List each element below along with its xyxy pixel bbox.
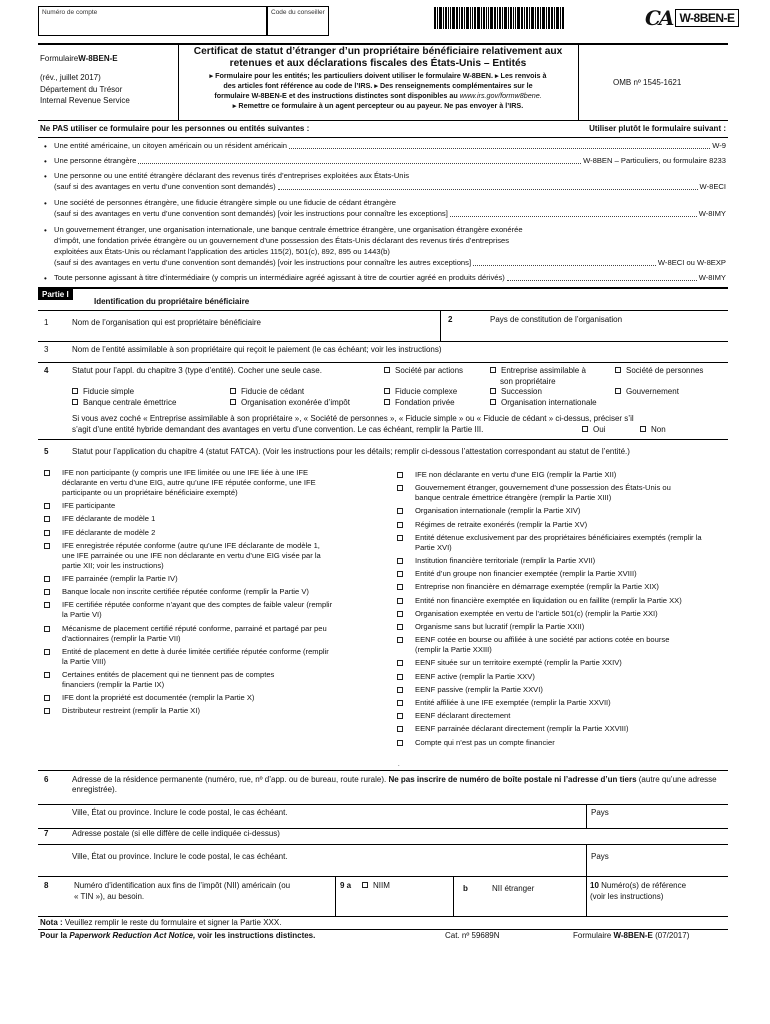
left-option-label: IFE déclarante de modèle 2 <box>62 527 156 537</box>
opt-hybrid-no-label: Non <box>651 425 666 434</box>
opt-central-bank[interactable] <box>72 398 176 408</box>
intro-item-1-text: Une entité américaine, un citoyen américain ou un résident américain <box>54 141 287 150</box>
department: Département du Trésor <box>40 85 123 94</box>
form-reference-c: (07/2017) <box>655 931 690 940</box>
checkbox[interactable] <box>397 558 403 564</box>
opt-complex-trust-label: Fiducie complexe <box>395 387 458 396</box>
footer-note-text: Veuillez remplir le reste du formulaire et signer la Partie XXX. <box>64 918 282 927</box>
account-number-field[interactable] <box>38 6 267 36</box>
line-6-city-label: Ville, État ou province. Inclure le code postal, le cas échéant. <box>72 808 288 817</box>
right-option-label: Entité affiliée à une IFE exemptée (remplir la Partie XXVII) <box>415 698 611 707</box>
opt-central-bank-label: Banque centrale émettrice <box>83 398 177 407</box>
left-option-label: participante ou un propriétaire bénéficiaire exempté) <box>62 488 238 497</box>
left-option-label: Entité de placement en dette à durée limitée certifiée réputée conforme (remplir <box>62 646 329 656</box>
left-option-label: IFE non participante (y compris une IFE limitée ou une IFE liée à une IFE <box>62 468 309 477</box>
intro-item-4-text2: (sauf si des avantages en vertu d’une convention sont demandés) [voir les instructions pour connaître les exceptions] <box>54 209 448 218</box>
checkbox[interactable] <box>397 571 403 577</box>
checkbox[interactable] <box>44 543 50 549</box>
catalog-number: Cat. nº 59689N <box>445 931 500 940</box>
left-option-label: Distributeur restreint (remplir la Partie XI) <box>62 706 200 716</box>
line-9b-number: b <box>463 884 468 893</box>
right-option-label: EENF déclarant directement <box>415 711 511 721</box>
right-option-label: EENF active (remplir la Partie XXV) <box>415 671 535 681</box>
checkbox[interactable] <box>384 367 390 373</box>
left-option-label: Certaines entités de placement qui ne tiennent pas de comptes <box>62 670 275 679</box>
checkbox[interactable] <box>44 470 50 476</box>
us-tin-input[interactable] <box>40 903 333 915</box>
paperwork-notice-c: voir les instructions distinctes. <box>197 931 316 940</box>
checkbox[interactable] <box>362 882 368 888</box>
intro-item-2 <box>54 156 726 166</box>
opt-simple-trust-label: Fiducie simple <box>83 387 135 396</box>
line-7-label: Adresse postale (si elle diffère de celle indiquée ci-dessus) <box>72 829 280 838</box>
opt-grantor-trust-label: Fiducie de cédant <box>241 387 305 396</box>
ca-logo <box>645 6 739 30</box>
intro-item-6-text: Toute personne agissant à titre d’intermédiaire (y compris un intermédiaire agréé agissant à titre de courtier agréé en produits dérivés) <box>54 273 505 282</box>
intro-item-2-text: Une personne étrangère <box>54 156 137 165</box>
reference-number-input[interactable] <box>588 903 726 915</box>
left-option-label: une IFE parrainée ou une IFE non déclarante en vertu d’une EIG visée par la <box>62 550 321 560</box>
right-option-label: Entité détenue exclusivement par des propriétaires bénéficiaires exemptés (remplir la <box>415 532 702 542</box>
intro-item-6-form: W-8IMY <box>698 273 726 282</box>
right-option-label: Entreprise non financière en démarrage exemptée (remplir la Partie XIX) <box>415 582 659 592</box>
line-10-number: 10 <box>590 881 599 890</box>
left-option-label: Banque locale non inscrite certifiée réputée conforme (remplir la Partie V) <box>62 587 309 597</box>
instruction-line-3: formulaire W-8BEN-E et des instructions distinctes sont disponibles au <box>214 91 458 100</box>
opt-government[interactable] <box>615 387 679 397</box>
intro-item-6 <box>54 273 726 283</box>
opt-private-foundation[interactable] <box>384 398 455 408</box>
opt-tax-exempt-org[interactable] <box>230 398 350 408</box>
line-5-number: 5 <box>44 447 49 456</box>
line-1-number: 1 <box>44 318 49 327</box>
left-option-label: IFE déclarante de modèle 1 <box>62 514 156 524</box>
checkbox[interactable] <box>490 367 496 373</box>
advisor-code-field[interactable] <box>267 6 329 36</box>
checkbox[interactable] <box>397 508 403 514</box>
form-reference-a: Formulaire <box>573 931 612 940</box>
intro-item-3-text2: (sauf si des avantages en vertu d’une convention sont demandés) <box>54 182 276 191</box>
left-option-label: IFE certifiée réputée conforme n’ayant que des comptes de faible valeur (remplir <box>62 600 333 610</box>
checkbox[interactable] <box>397 611 403 617</box>
opt-government-label: Gouvernement <box>626 387 679 396</box>
checkbox[interactable] <box>397 687 403 693</box>
intro-item-5-text2: d’impôt, une fondation privée étrangère ou un gouvernement d’une possession des États-Unis déclarant des revenus tirés d’entreprises <box>54 236 510 245</box>
checkbox[interactable] <box>44 503 50 509</box>
country-of-incorporation-input[interactable] <box>442 311 726 341</box>
line-5-label: Statut pour l’application du chapitre 4 (statut FATCA). (Voir les instructions pour les détails; remplir ci-dessous l’attestation correspondant au statut de l’entité.) <box>72 447 630 456</box>
checkbox[interactable] <box>230 388 236 394</box>
checkbox[interactable] <box>44 602 50 608</box>
opt-disregarded-entity[interactable] <box>490 366 586 376</box>
part-1-title: Identification du propriétaire bénéficiaire <box>94 297 250 306</box>
right-option-label: Organisation internationale (remplir la Partie XIV) <box>415 506 581 516</box>
paperwork-notice-b: Paperwork Reduction Act Notice, <box>69 931 196 940</box>
right-option-label: EENF parrainée déclarant directement (remplir la Partie XXVIII) <box>415 724 629 734</box>
checkbox[interactable] <box>490 399 496 405</box>
checkbox[interactable] <box>44 530 50 536</box>
right-option-label: Partie XVI) <box>415 542 452 552</box>
checkbox[interactable] <box>615 388 621 394</box>
checkbox[interactable] <box>397 674 403 680</box>
opt-partnership[interactable] <box>615 366 703 376</box>
mailing-country-input[interactable] <box>588 845 726 875</box>
checkbox[interactable] <box>397 713 403 719</box>
title-line-1: Certificat de statut d’étranger d’un propriétaire bénéficiaire relativement aux <box>193 46 563 57</box>
line-7-city-label: Ville, État ou province. Inclure le code postal, le cas échéant. <box>72 852 288 861</box>
checkbox[interactable] <box>72 388 78 394</box>
left-option-label: partie XII; voir les instructions) <box>62 560 164 570</box>
opt-private-foundation-label: Fondation privée <box>395 398 455 407</box>
opt-disregarded-entity-label-2: son propriétaire <box>500 377 556 386</box>
checkbox[interactable] <box>397 535 403 541</box>
checkbox[interactable] <box>44 626 50 632</box>
intro-item-4-text: Une société de personnes étrangère, une fiducie étrangère simple ou une fiducie de cédant étrangère <box>54 198 396 207</box>
permanent-address-input[interactable] <box>40 796 726 804</box>
opt-hybrid-yes[interactable] <box>582 425 605 435</box>
checkbox[interactable] <box>72 399 78 405</box>
checkbox[interactable] <box>397 522 403 528</box>
opt-simple-trust[interactable] <box>72 387 134 397</box>
form-title <box>180 46 576 111</box>
instruction-line-2: des articles font référence au code de l’IRS. ▸ Des renseignements complémentaires sur le <box>223 81 533 90</box>
intro-item-3-text: Une personne ou une entité étrangère déclarant des revenus tirés d’entreprises exploitées aux États-Unis <box>54 171 410 180</box>
checkbox[interactable] <box>230 399 236 405</box>
right-option-label: EENF cotée en bourse ou affiliée à une société par actions cotée en bourse <box>415 635 670 645</box>
paperwork-notice-a: Pour la <box>40 931 68 940</box>
opt-corporation-label: Société par actions <box>395 366 464 375</box>
right-option-label: Entité non financière exemptée en liquidation ou en faillite (remplir la Partie XX) <box>415 595 682 605</box>
right-option-label: Organisme sans but lucratif (remplir la Partie XXII) <box>415 622 585 631</box>
right-option-label: Entité d’un groupe non financier exemptée (remplir la Partie XVIII) <box>415 569 637 579</box>
checkbox[interactable] <box>44 649 50 655</box>
checkbox[interactable] <box>490 388 496 394</box>
advisor-code-label: Code du conseiller <box>271 9 325 16</box>
right-option-label: EENF passive (remplir la Partie XXVI) <box>415 684 543 694</box>
line-4-label: Statut pour l’appl. du chapitre 3 (type d’entité). Cocher une seule case. <box>72 366 322 375</box>
form-name: W-8BEN-E <box>78 54 118 63</box>
line-8-label-b: « TIN »), au besoin. <box>74 892 145 901</box>
left-option-label: Mécanisme de placement certifié réputé conforme, parrainé et partagé par peu <box>62 623 327 633</box>
left-option-label: déclarante en vertu d’une EIG, autre qu’une IFE réputée conforme, une IFE <box>62 478 316 487</box>
checkbox[interactable] <box>615 367 621 373</box>
disregarded-entity-input[interactable] <box>40 342 726 362</box>
opt-hybrid-no[interactable] <box>640 425 666 435</box>
left-option-label: la Partie VI) <box>62 610 102 620</box>
intro-item-5-text3: exploitées aux États-Unis ou réclamant l’application des articles 115(2), 501(c), 892, 895 ou 1443(b) <box>54 247 390 256</box>
paperwork-notice <box>40 931 315 941</box>
opt-disregarded-entity-label: Entreprise assimilable à <box>501 366 586 375</box>
opt-grantor-trust[interactable] <box>230 387 304 397</box>
opt-giin-label: NIIM <box>373 881 390 890</box>
right-option-label: EENF située sur un territoire exempté (remplir la Partie XXIV) <box>415 658 622 668</box>
line-7-number: 7 <box>44 829 49 838</box>
checkbox[interactable] <box>44 516 50 522</box>
instruction-line-4: ▸ Remettre ce formulaire à un agent percepteur ou au payeur. Ne pas envoyer à l’IRS. <box>232 101 524 110</box>
title-line-2: retenues et aux déclarations fiscales des États-Unis – Entités <box>229 58 527 69</box>
intro-item-1 <box>54 141 726 151</box>
intro-item-5 <box>54 258 726 268</box>
line-6-country-label: Pays <box>591 808 609 817</box>
mailing-city-input[interactable] <box>40 845 584 875</box>
line-9a-number: 9 a <box>340 881 352 890</box>
form-name-prefix: Formulaire <box>40 54 79 63</box>
line-3-number: 3 <box>44 345 49 354</box>
right-option-label: Institution financière territoriale (remplir la Partie XVII) <box>415 556 596 565</box>
right-option-label: Régimes de retraite exonérés (remplir la Partie XV) <box>415 519 588 529</box>
line-6-label-b: Ne pas inscrire de numéro de boîte postale ni l’adresse d’un tiers <box>388 775 637 784</box>
barcode-image <box>434 7 616 29</box>
instruction-line-1: ▸ Formulaire pour les entités; les particuliers doivent utiliser le formulaire W-8BEN. ▸ Les renvois à <box>209 71 547 80</box>
do-not-use-heading: Ne PAS utiliser ce formulaire pour les personnes ou entités suivantes : <box>40 124 310 133</box>
checkbox[interactable] <box>397 472 403 478</box>
line-4-note-1: Si vous avez coché « Entreprise assimilable à son propriétaire », « Société de personnes », « Fiducie simple » ou « Fiducie de cédant » ci-dessus, préciser s’il <box>72 414 634 423</box>
intro-item-5-text4: (sauf si des avantages en vertu d’une convention sont demandés) [voir les instructions pour connaître les autres exceptions] <box>54 258 472 267</box>
form-reference <box>573 931 689 941</box>
left-option-label: la Partie VIII) <box>62 656 106 666</box>
opt-international-org-label: Organisation internationale <box>501 398 597 407</box>
checkbox[interactable] <box>44 708 50 714</box>
logo-form-badge: W-8BEN-E <box>675 9 738 27</box>
right-option-label: banque centrale émettrice étrangère (remplir la Partie XIII) <box>415 493 612 503</box>
checkbox[interactable] <box>397 624 403 630</box>
line-9b-label: NII étranger <box>492 884 535 893</box>
checkbox[interactable] <box>397 700 403 706</box>
checkbox[interactable] <box>44 576 50 582</box>
line-6-label-a: Adresse de la résidence permanente (numéro, rue, nº d’app. ou de bureau, route rurale). <box>72 775 387 784</box>
right-option-label: Gouvernement étranger, gouvernement d’une possession des États-Unis ou <box>415 483 671 493</box>
line-10-label-a: Numéro(s) de référence <box>601 881 687 890</box>
intro-item-5-text: Un gouvernement étranger, une organisation internationale, une banque centrale émettrice étrangère, une organisation étrangère exonérée <box>54 225 523 234</box>
use-instead-heading: Utiliser plutôt le formulaire suivant : <box>589 124 726 133</box>
right-option-label: Organisation exemptée en vertu de l’article 501(c) (remplir la Partie XXI) <box>415 608 658 618</box>
line-3-label: Nom de l’entité assimilable à son propriétaire qui reçoit le paiement (le cas échéant; voir les instructions) <box>72 345 442 354</box>
opt-estate[interactable] <box>490 387 542 397</box>
line-6-label-c: (autre <box>638 775 660 784</box>
intro-item-4 <box>54 209 726 219</box>
checkbox[interactable] <box>384 399 390 405</box>
form-identifier <box>40 54 118 64</box>
opt-estate-label: Succession <box>501 387 542 396</box>
permanent-city-input[interactable] <box>40 805 584 827</box>
org-name-input[interactable] <box>40 311 438 341</box>
checkbox[interactable] <box>397 598 403 604</box>
line-6-number: 6 <box>44 775 49 784</box>
left-option-label: IFE enregistrée réputée conforme (autre qu’une IFE déclarante de modèle 1, <box>62 540 320 550</box>
line-7-country-label: Pays <box>591 852 609 861</box>
opt-partnership-label: Société de personnes <box>626 366 704 375</box>
footer-note <box>40 918 281 928</box>
checkbox[interactable] <box>44 695 50 701</box>
ca-logo-text: CA <box>645 6 673 30</box>
left-option-label: IFE dont la propriété est documentée (remplir la Partie X) <box>62 693 255 703</box>
line-4-number: 4 <box>44 366 49 375</box>
foreign-tin-input[interactable] <box>455 897 584 915</box>
omb-number: OMB nº 1545-1621 <box>613 78 682 87</box>
line-10-label <box>590 881 686 891</box>
right-option-label: IFE non déclarante en vertu d’une EIG (remplir la Partie XII) <box>415 470 617 479</box>
intro-item-1-form: W-9 <box>712 141 726 150</box>
irs-name: Internal Revenue Service <box>40 96 130 105</box>
intro-item-3 <box>54 182 726 192</box>
form-reference-b: W-8BEN-E <box>613 931 653 940</box>
account-number-label: Numéro de compte <box>42 9 98 16</box>
left-option-label: IFE participante <box>62 501 116 511</box>
line-6-label-d: qu’une adresse enregistrée). <box>72 775 717 794</box>
opt-hybrid-yes-label: Oui <box>593 425 606 434</box>
intro-item-2-form: W-8BEN – Particuliers, ou formulaire 8233 <box>583 156 726 165</box>
line-8-number: 8 <box>44 881 49 890</box>
line-8-label-a: Numéro d’identification aux fins de l’impôt (NII) américain (ou <box>74 881 291 890</box>
form-revision: (rév., juillet 2017) <box>40 73 101 82</box>
checkbox[interactable] <box>397 740 403 746</box>
checkbox[interactable] <box>397 660 403 666</box>
opt-giin[interactable] <box>362 881 390 891</box>
checkbox[interactable] <box>384 388 390 394</box>
form-page: Numéro de compte Code du conseiller CA W-8BEN-E FormulaireW-8BEN-E (rév., juillet 2017) Département du Trésor Internal Revenue Service Certificat de statut d’étranger d’un propriétaire bénéficiaire relativement aux retenues et aux déclarations fiscales des États-Unis – Entités ▸ Formulaire pour les entités; les particuliers doivent utiliser le formulaire W-8BEN. ▸ Les renvois à des articles font référence au code de l’IRS. ▸ Des renseignements complémentaires sur le formulaire W-8BEN-E et des instructions distinctes sont disponibles au www.irs.gov/formw8bene. ▸ Remettre ce formulaire à un agent percepteur ou au payeur. Ne pas envoyer à l’IRS. OMB nº 1545-1621 Ne PAS utiliser ce formulaire pour les personnes ou entités suivantes : Utiliser plutôt le formulaire suivant : • Une entité américaine, un citoyen américain ou un résident américain W-9 • Une personne étrangère W-8BEN – Particuliers, ou formulaire 8233 • Une personne ou une entité étrangère déclarant des revenus tirés d’entreprises exploitées aux États-Unis (sauf si des avantages en vertu d’une convention sont demandés) W-8ECI • Une société de personnes étrangère, une fiducie étrangère simple ou une fiducie de cédant étrangère (sauf si des avantages en vertu d’une convention sont demandés) [voir les instructions pour connaître les exceptions] W-8IMY • Un gouvernement étranger, une organisation internationale, une banque centrale émettrice étrangère, une organisation étrangère exonérée d’impôt, une fondation privée étrangère ou un gouvernement d’une possession des États-Unis déclarant des revenus tirés d’entreprises exploitées aux États-Unis ou réclamant l’application des articles 115(2), 501(c), 892, 895 ou 1443(b) (sauf si des avantages en vertu d’une convention sont demandés) [voir les instructions pour connaître les autres exceptions] W-8ECI ou W-8EXP • Toute personne agissant à titre d’intermédiaire (y compris un intermédiaire agréé agissant à titre de courtier agréé en produits dérivés) W-8IMY Partie I Identification du propriétaire bénéficiaire 1 Nom de l’organisation qui est propriétaire bénéficiaire 2 Pays de constitution de l’organisation 3 Nom de l’entité assimilable à son propriétaire qui reçoit le paiement (le cas échéant; voir les instructions) 4 Statut pour l’appl. du chapitre 3 (type d’entité). Cocher une seule case. Société par actions Entreprise assimilable à son propriétaire Société de personnes Fiducie simple Fiducie de cédant Fiducie complexe Succession Gouvernement Banque centrale émettrice Organisation exonérée d’impôt Fondation privée Organisation internationale Si vous avez coché « Entreprise assimilable à son propriétaire », « Société de personnes », « Fiducie simple » ou « Fiducie de cédant » ci-dessus, préciser s’il s’agit d’une entité hybride demandant des avantages en vertu d’une convention. Le cas échéant, remplir la Partie III. Oui Non 5 Statut pour l’application du chapitre 4 (statut FATCA). (Voir les instructions pour les détails; remplir ci-dessous l’attestation correspondant au statut de l’entité.) IFE non participante (y compris une IFE limitée ou une IFE liée à une IFE déclarante en vertu d’une EIG, autre qu’une IFE réputée conforme, une IFE participante ou un propriétaire bénéficiaire exempté) IFE participante IFE déclarante de modèle 1 IFE déclarante de modèle 2 IFE enregistrée réputée conforme (autre qu’une IFE déclarante de modèle 1, une IFE parrainée ou une IFE non déclarante en vertu d’une EIG visée par la partie XII; voir les instructions) IFE parrainée (remplir la Partie IV) Banque locale non inscrite certifiée réputée conforme (remplir la Partie V) IFE certifiée réputée conforme n’ayant que des comptes de faible valeur (remplir la Partie VI) Mécanisme de placement certifié réputé conforme, parrainé et partagé par peu d’actionnaires (remplir la Partie VII) Entité de placement en dette à durée limitée certifiée réputée conforme (remplir la Partie VIII) Certaines entités de placement qui ne tiennent pas de comptes financiers (remplir la Partie IX) IFE dont la propriété est documentée (remplir la Partie X) Distributeur restreint (remplir la Partie XI) IFE non déclarante en vertu d’une EIG (remplir la Partie XII) Gouvernement étranger, gouvernement d’une possession des États-Unis ou banque centrale émettrice étrangère (remplir la Partie XIII) Organisation internationale (remplir la Partie XIV) Régimes de retraite exonérés (remplir la Partie XV) Entité détenue exclusivement par des propriétaires bénéficiaires exemptés (remplir la Partie XVI) Institution financière territoriale (remplir la Partie XVII) Entité d’un groupe non financier exemptée (remplir la Partie XVIII) Entreprise non financière en démarrage exemptée (remplir la Partie XIX) Entité non financière exemptée en liquidation ou en faillite (remplir la Partie XX) Organisation exemptée en vertu de l’article 501(c) (remplir la Partie XXI) Organisme sans but lucratif (remplir la Partie XXII) EENF cotée en bourse ou affiliée à une société par actions cotée en bourse (remplir la Partie XXIII) EENF située sur un territoire exempté (remplir la Partie XXIV) EENF active (remplir la Partie XXV) EENF passive (remplir la Partie XXVI) Entité affiliée à une IFE exemptée (remplir la Partie XXVII) EENF déclarant directement EENF parrainée déclarant directement (remplir la Partie XXVIII) Compte qui n’est pas un compte financier . 6 Adresse de la résidence permanente (numéro, rue, nº d’app. ou de bureau, route rurale). Ne pas inscrire de numéro de boîte postale ni l’adresse d’un tiers (autre qu’une adresse enregistrée). Ville, État ou province. Inclure le code postal, le cas échéant. Pays 7 Adresse postale (si elle diffère de celle indiquée ci-dessus) Ville, État ou province. Inclure le code postal, le cas échéant. Pays 8 Numéro d’identification aux fins de l’impôt (NII) américain (ou « TIN »), au besoin. 9 a NIIM b NII étranger 10 Numéro(s) de référence (voir les instructions) Nota : Veuillez remplir le reste du formulaire et signer la Partie XXX. Pour la Paperwork Reduction Act Notice, voir les instructions distinctes. Cat. nº 59689N Formulaire W-8BEN-E (07/2017) <box>0 0 770 1024</box>
checkbox[interactable] <box>397 485 403 491</box>
intro-item-3-form: W-8ECI <box>699 182 726 191</box>
opt-tax-exempt-org-label: Organisation exonérée d’impôt <box>241 398 350 407</box>
line-1-label: Nom de l’organisation qui est propriétaire bénéficiaire <box>72 318 261 327</box>
dot-mark: . <box>398 762 400 768</box>
footer-note-label: Nota : <box>40 918 63 927</box>
part-1-label: Partie I <box>38 289 73 300</box>
right-option-label: (remplir la Partie XXIII) <box>415 645 492 655</box>
permanent-country-input[interactable] <box>588 805 726 827</box>
checkbox[interactable] <box>397 584 403 590</box>
line-2-label: Pays de constitution de l’organisation <box>490 315 623 324</box>
intro-item-5-form: W-8ECI ou W-8EXP <box>657 258 726 267</box>
line-4-note-2: s’agit d’une entité hybride demandant des avantages en vertu d’une convention. Le cas échéant, remplir la Partie III. <box>72 425 484 434</box>
intro-item-4-form: W-8IMY <box>698 209 726 218</box>
checkbox[interactable] <box>44 672 50 678</box>
checkbox[interactable] <box>640 426 646 432</box>
checkbox[interactable] <box>397 726 403 732</box>
left-option-label: d’actionnaires (remplir la Partie VII) <box>62 633 181 643</box>
left-option-label: IFE parrainée (remplir la Partie IV) <box>62 574 178 583</box>
opt-corporation[interactable] <box>384 366 463 376</box>
line-6-label <box>72 775 722 795</box>
right-option-label: Compte qui n’est pas un compte financier <box>415 737 555 747</box>
line-10-label-b: (voir les instructions) <box>590 892 664 901</box>
opt-international-org[interactable] <box>490 398 597 408</box>
checkbox[interactable] <box>44 589 50 595</box>
checkbox[interactable] <box>397 637 403 643</box>
left-option-label: financiers (remplir la Partie IX) <box>62 680 165 689</box>
opt-complex-trust[interactable] <box>384 387 457 397</box>
irs-link[interactable]: www.irs.gov/formw8bene. <box>459 91 542 100</box>
line-2-number: 2 <box>448 315 453 324</box>
checkbox[interactable] <box>582 426 588 432</box>
